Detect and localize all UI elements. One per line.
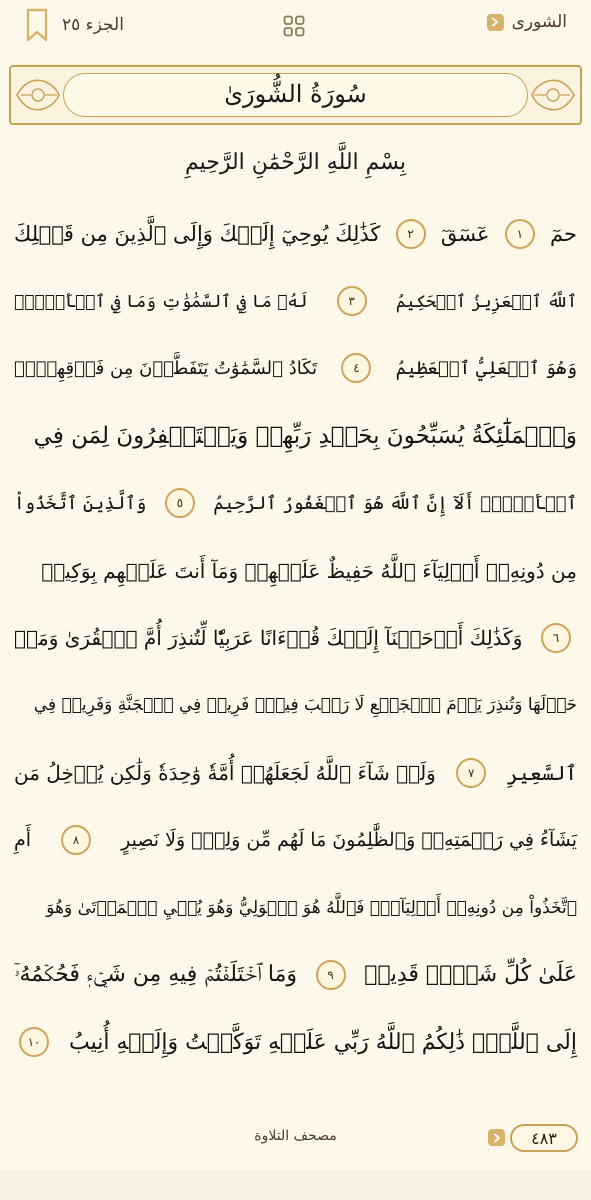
verse-text[interactable]: لَهُۥ مَا فِي ٱلسَّمَٰوَٰتِ وَمَا فِي ٱلۡأَرۡضِۖ [14, 291, 308, 312]
verse-text[interactable]: وَلَوۡ شَآءَ ٱللَّهُ لَجَعَلَهُمۡ أُمَّةٗ وَٰحِدَةٗ وَلَٰكِن يُدۡخِلُ مَن [14, 760, 436, 785]
ayah-number-marker[interactable]: ٢ [396, 219, 426, 249]
verse-text[interactable]: مِن دُونِهِۦٓ أَوۡلِيَآءَ ٱللَّهُ حَفِيظٌ عَلَيۡهِمۡ وَمَآ أَنتَ عَلَيۡهِم بِوَكِيلٖ [41, 558, 577, 583]
chevron-right-icon[interactable] [487, 14, 504, 31]
verse-text[interactable]: وَكَذَٰلِكَ أَوۡحَيۡنَآ إِلَيۡكَ قُرۡءَانًا عَرَبِيّٗا لِّتُنذِرَ أُمَّ ٱلۡقُرَىٰ وَمَنۡ [14, 626, 523, 651]
verse-text[interactable]: عَلَىٰ كُلِّ شَيۡءٖ قَدِيرٞ [364, 962, 577, 988]
grid-menu-icon[interactable] [283, 15, 305, 37]
surah-name-label[interactable]: الشورى [511, 12, 567, 32]
verse-text[interactable]: حَوۡلَهَا وَتُنذِرَ يَوۡمَ ٱلۡجَمۡعِ لَا رَيۡبَ فِيهِۚ فَرِيقٞ فِي ٱلۡجَنَّةِ وَفَرِيقٞ فِي [33, 695, 577, 716]
verse-line [14, 200, 577, 267]
ayah-number-marker[interactable]: ٥ [165, 488, 195, 518]
juz-label[interactable]: الجزء ٢٥ [62, 15, 124, 35]
footer [0, 1118, 591, 1158]
surah-nav[interactable] [487, 12, 567, 32]
ayah-number-marker[interactable]: ٣ [337, 286, 367, 316]
ayah-number-marker[interactable]: ٩ [316, 960, 346, 990]
verse-line [14, 604, 577, 671]
verse-text[interactable]: كَذَٰلِكَ يُوحِيٓ إِلَيۡكَ وَإِلَى ٱلَّذِينَ مِن قَبۡلِكَ [14, 221, 381, 246]
ayah-number-marker[interactable]: ٦ [541, 623, 571, 653]
bookmark-icon[interactable] [26, 8, 48, 42]
verse-line [14, 672, 577, 739]
page-number: ٤٨٣ [531, 1128, 557, 1148]
verse-text[interactable]: أَمِ [14, 829, 32, 852]
ayah-number-marker[interactable]: ١ [505, 219, 535, 249]
mushaf-title: مصحف التلاوة [254, 1128, 337, 1144]
ayah-number-marker[interactable]: ٨ [61, 825, 91, 855]
verse-line [14, 941, 577, 1008]
juz-group [26, 8, 124, 42]
verse-text[interactable]: ٱلۡأَرۡضِۗ أَلَآ إِنَّ ٱللَّهَ هُوَ ٱلۡغَفُورُ ٱلرَّحِيمُ [213, 492, 577, 514]
ayah-number-marker[interactable]: ١٠ [19, 1027, 49, 1057]
basmala: بِسْمِ اللَّهِ الرَّحْمَٰنِ الرَّحِيمِ [184, 150, 407, 175]
verse-line [14, 874, 577, 941]
verse-line [14, 537, 577, 604]
verse-text[interactable]: عٓسٓقٓ [440, 221, 490, 246]
ayah-number-marker[interactable]: ٧ [456, 758, 486, 788]
verse-text[interactable]: حمٓ [550, 221, 577, 246]
verse-text[interactable]: ٱتَّخَذُواْ مِن دُونِهِۦٓ أَوۡلِيَآءَۖ فَٱللَّهُ هُوَ ٱلۡوَلِيُّ وَهُوَ يُحۡيِ ٱلۡمَوۡتَىٰ وَهُوَ [46, 897, 577, 918]
verse-line [14, 1009, 577, 1076]
surah-title: سُورَةُ الشُّورَىٰ [224, 80, 367, 108]
verse-text[interactable]: ٱلسَّعِيرِ [506, 760, 577, 785]
verse-line [14, 267, 577, 334]
verse-text[interactable]: وَمَا ٱخۡتَلَفۡتُمۡ فِيهِ مِن شَيۡءٖ فَحُكۡمُهُۥٓ [14, 962, 297, 988]
verse-line [14, 470, 577, 537]
verse-lines [14, 200, 577, 1076]
home-indicator-area [0, 1170, 591, 1200]
verse-text[interactable]: وَٱلۡمَلَٰٓئِكَةُ يُسَبِّحُونَ بِحَمۡدِ رَبِّهِمۡ وَيَسۡتَغۡفِرُونَ لِمَن فِي [33, 422, 577, 449]
top-bar [0, 0, 591, 52]
verse-text[interactable]: يَشَآءُ فِي رَحۡمَتِهِۦۚ وَٱلظَّٰلِمُونَ مَا لَهُم مِّن وَلِيّٖ وَلَا نَصِيرٍ [121, 829, 577, 852]
ayah-number-marker[interactable]: ٤ [341, 353, 371, 383]
verse-text[interactable]: وَٱلَّذِينَ ٱتَّخَذُواْ [14, 492, 147, 514]
verse-line [14, 739, 577, 806]
verse-text[interactable]: إِلَى ٱللَّهِۚ ذَٰلِكُمُ ٱللَّهُ رَبِّي عَلَيۡهِ تَوَكَّلۡتُ وَإِلَيۡهِ أُنِيبُ [69, 1029, 577, 1055]
verse-text[interactable]: ٱللَّهُ ٱلۡعَزِيزُ ٱلۡحَكِيمُ [395, 291, 577, 312]
verse-text[interactable]: وَهُوَ ٱلۡعَلِيُّ ٱلۡعَظِيمُ [395, 357, 577, 379]
verse-text[interactable]: تَكَادُ ٱلسَّمَٰوَٰتُ يَتَفَطَّرۡنَ مِن فَوۡقِهِنَّۚ [14, 357, 318, 379]
verse-line [14, 335, 577, 402]
verse-line [14, 402, 577, 469]
verse-line [14, 807, 577, 874]
